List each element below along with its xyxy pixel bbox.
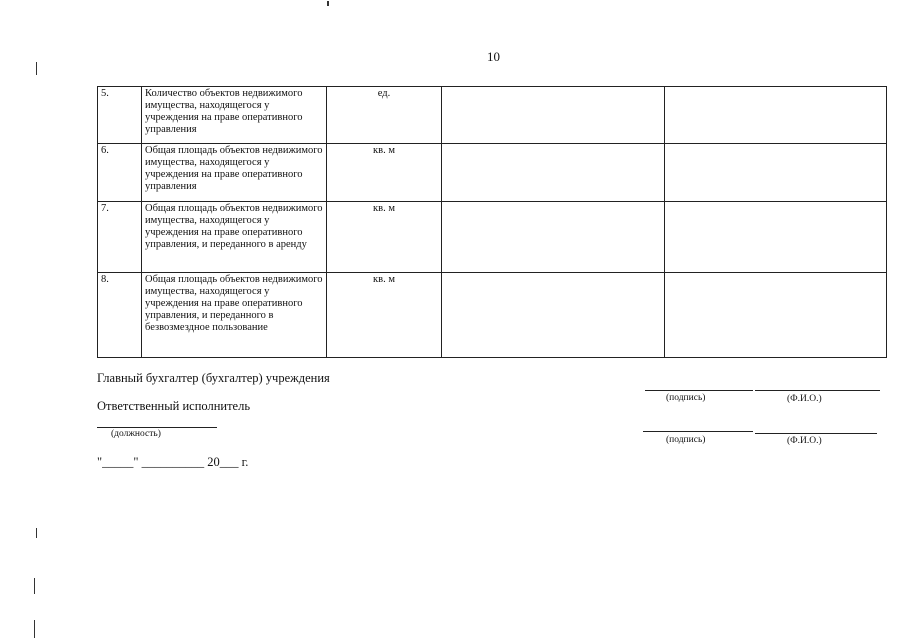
chief-name-caption: (Ф.И.О.) [787,394,822,404]
row-unit: ед. [327,87,442,144]
row-value-1[interactable] [442,202,665,273]
row-number: 5. [98,87,142,144]
responsible-name-line[interactable] [755,433,877,434]
row-name: Количество объектов недвижимого имущества, находящегося у учреждения на праве оперативного управления [142,87,327,144]
row-number: 6. [98,144,142,202]
report-table [97,86,887,358]
scan-margin-mark [36,62,37,75]
row-value-2[interactable] [665,273,887,358]
responsible-signature-line[interactable] [643,431,753,432]
chief-signature-caption: (подпись) [666,393,706,403]
scan-margin-mark [36,528,37,538]
row-value-2[interactable] [665,87,887,144]
scan-top-mark [327,1,329,6]
scan-margin-mark [34,620,35,638]
row-unit: кв. м [327,202,442,273]
row-number: 7. [98,202,142,273]
table-row [98,87,887,144]
responsible-label: Ответственный исполнитель [97,399,251,413]
row-unit: кв. м [327,273,442,358]
table-row [98,144,887,202]
row-value-2[interactable] [665,144,887,202]
page-number: 10 [487,49,500,64]
position-line[interactable] [97,427,217,428]
responsible-name-caption: (Ф.И.О.) [787,436,822,446]
responsible-signature-caption: (подпись) [666,435,706,445]
row-name: Общая площадь объектов недвижимого имущества, находящегося у учреждения на праве оперативного управления, и переданного в аренду [142,202,327,273]
row-number: 8. [98,273,142,358]
row-unit: кв. м [327,144,442,202]
row-value-2[interactable] [665,202,887,273]
row-name: Общая площадь объектов недвижимого имущества, находящегося у учреждения на праве оперативного управления [142,144,327,202]
row-name: Общая площадь объектов недвижимого имущества, находящегося у учреждения на праве оперативного управления, и переданного в безвозмездное пользование [142,273,327,358]
row-value-1[interactable] [442,273,665,358]
date-line: "_____" __________ 20___ г. [97,455,249,469]
position-caption: (должность) [111,429,161,439]
row-value-1[interactable] [442,87,665,144]
table-row [98,273,887,358]
chief-signature-line[interactable] [645,390,753,391]
chief-name-line[interactable] [755,390,880,391]
table-row [98,202,887,273]
scan-margin-mark [34,578,35,594]
row-value-1[interactable] [442,144,665,202]
chief-accountant-label: Главный бухгалтер (бухгалтер) учреждения [97,371,330,385]
